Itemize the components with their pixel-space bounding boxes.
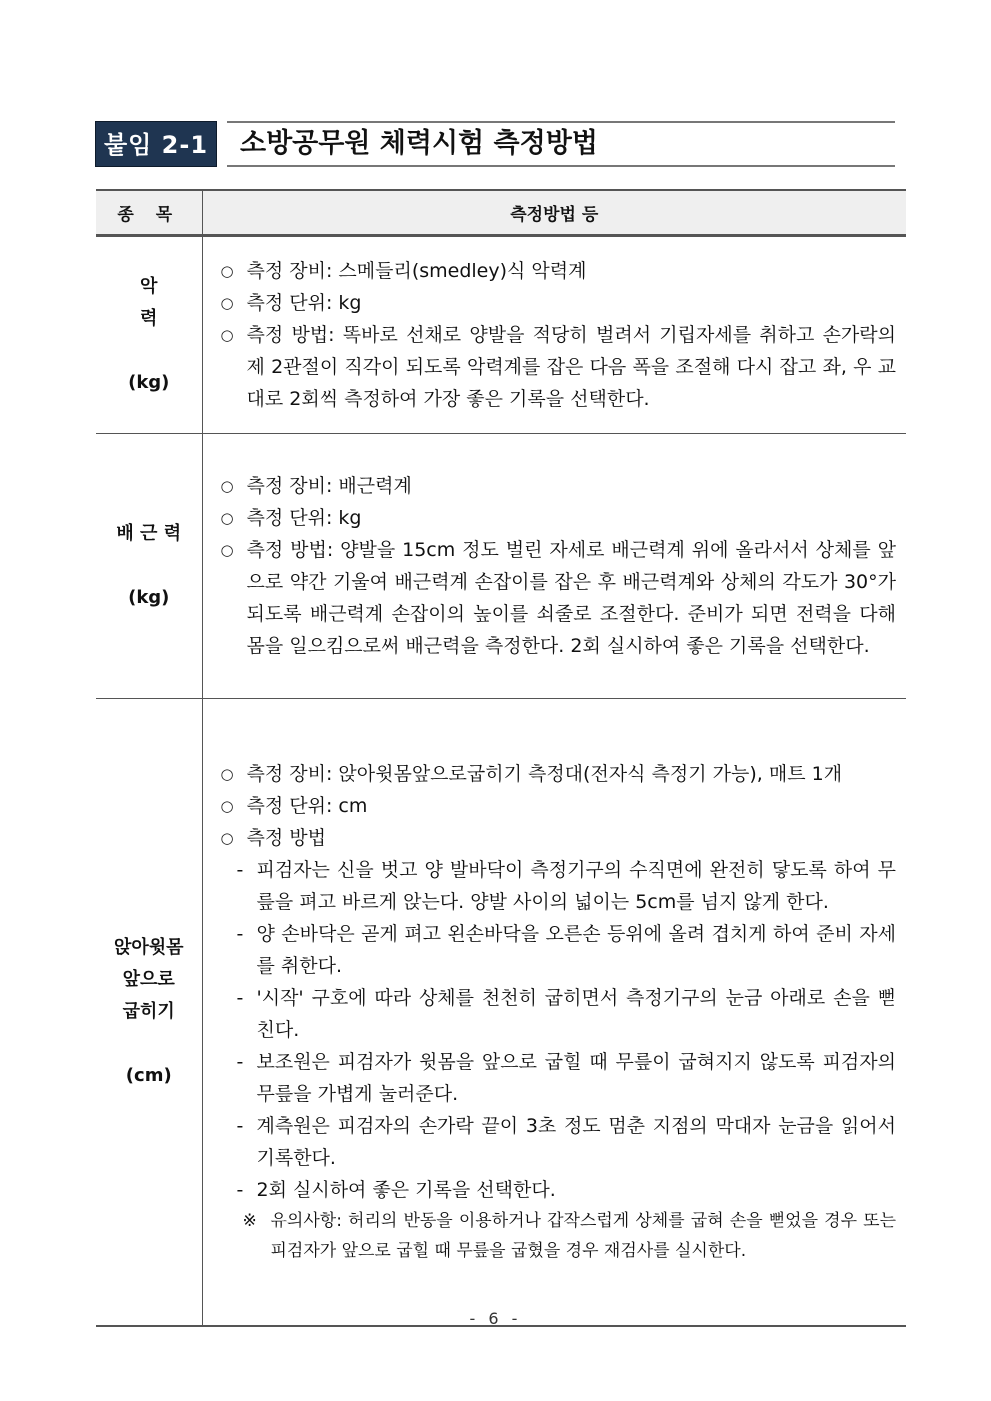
sub-list-item: - 양 손바닥은 곧게 펴고 왼손바닥을 오른손 등위에 올려 겹치게 하여 준비 자세를 취한다. [221,918,897,982]
list-item: ○ 측정 단위: kg [221,502,897,534]
row-label-grip-strength [96,236,202,434]
list-item: ○ 측정 장비: 앉아윗몸앞으로굽히기 측정대(전자식 측정기 가능), 매트 1개 [221,758,897,790]
table-row-grip-strength [96,236,906,434]
circle-bullet-icon: ○ [220,829,234,847]
title-rule-top [227,121,895,123]
dash-bullet: - [236,987,244,1009]
circle-bullet-icon: ○ [220,294,234,312]
column-header-item: 종 목 [96,190,202,236]
table-row-back-strength [96,434,906,699]
table-header-row [96,190,906,236]
list-item: ○ 측정 방법: 양발을 15cm 정도 벌린 자세로 배근력계 위에 올라서서 상체를 앞으로 약간 기울여 배근력계 손잡이를 잡은 후 배근력계와 상체의 각도가 30°가 되도록 배근력계 손잡이의 높이를 쇠줄로 조절한다. 준비가 되면 전력을 다해 몸을 일으킴으로써 배근력을 측정한다. 2회 실시하여 좋은 기록을 선택한다. [221,534,897,662]
page-header [95,121,895,169]
dash-bullet: - [236,923,244,945]
sub-list-item: - 보조원은 피검자가 윗몸을 앞으로 굽힐 때 무릎이 굽혀지지 않도록 피검자의 무릎을 가볍게 눌러준다. [221,1046,897,1110]
circle-bullet-icon: ○ [220,509,234,527]
sub-list-item: - 계측원은 피검자의 손가락 끝이 3초 정도 멈춘 지점의 막대자 눈금을 읽어서 기록한다. [221,1110,897,1174]
circle-bullet-icon: ○ [220,326,234,344]
list-item: ○ 측정 단위: kg [221,287,897,319]
list-item: ○ 측정 장비: 스메들리(smedley)식 악력계 [221,255,897,287]
dash-bullet: - [236,859,244,881]
row-label-unit: (kg) [128,587,170,608]
sub-list-item: - 피검자는 신을 벗고 양 발바닥이 측정기구의 수직면에 완전히 닿도록 하여 무릎을 펴고 바르게 앉는다. 양발 사이의 넓이는 5cm를 넘지 않게 한다. [221,854,897,918]
row-content-grip-strength [202,236,906,434]
row-label-line: 배 근 력 [116,523,182,544]
caution-note: ※ 유의사항: 허리의 반동을 이용하거나 갑작스럽게 상체를 굽혀 손을 뻗었을 경우 또는 피검자가 앞으로 굽힐 때 무릎을 굽혔을 경우 재검사를 실시한다. [221,1206,897,1266]
title-rule-bottom [227,165,895,167]
column-header-method: 측정방법 등 [202,190,906,236]
reference-mark-icon: ※ [242,1211,257,1231]
page-title: 소방공무원 체력시험 측정방법 [240,128,598,159]
row-label-unit: (kg) [128,372,170,393]
circle-bullet-icon: ○ [220,765,234,783]
row-content-sit-and-reach [202,699,906,1327]
measurement-table [96,189,906,1327]
circle-bullet-icon: ○ [220,477,234,495]
row-content-back-strength [202,434,906,699]
row-label-sit-and-reach [96,699,202,1327]
dash-bullet: - [236,1051,244,1073]
list-item: ○ 측정 방법: 똑바로 선채로 양발을 적당히 벌려서 기립자세를 취하고 손가락의 제 2관절이 직각이 되도록 악력계를 잡은 다음 폭을 조절해 다시 잡고 좌, 우 교대로 2회씩 측정하여 가장 좋은 기록을 선택한다. [221,319,897,415]
circle-bullet-icon: ○ [220,541,234,559]
row-label-line: 굽히기 [122,1001,175,1022]
sub-list-item: - 2회 실시하여 좋은 기록을 선택한다. [221,1174,897,1206]
attachment-badge: 붙임 2-1 [95,121,217,167]
row-label-line: 앞으로 [122,969,175,990]
dash-bullet: - [236,1179,244,1201]
page-number: - 6 - [469,1309,522,1328]
list-item: ○ 측정 장비: 배근력계 [221,470,897,502]
table-row-sit-and-reach [96,699,906,1327]
sub-list-item: - '시작' 구호에 따라 상체를 천천히 굽히면서 측정기구의 눈금 아래로 손을 뻗친다. [221,982,897,1046]
list-item: ○ 측정 단위: cm [221,790,897,822]
circle-bullet-icon: ○ [220,797,234,815]
row-label-line: 앉아윗몸 [113,937,184,958]
row-label-unit: (cm) [125,1065,172,1086]
row-label-line: 악 력 [140,276,180,329]
list-item: ○ 측정 방법 [221,822,897,854]
row-label-back-strength [96,434,202,699]
circle-bullet-icon: ○ [220,262,234,280]
dash-bullet: - [236,1115,244,1137]
